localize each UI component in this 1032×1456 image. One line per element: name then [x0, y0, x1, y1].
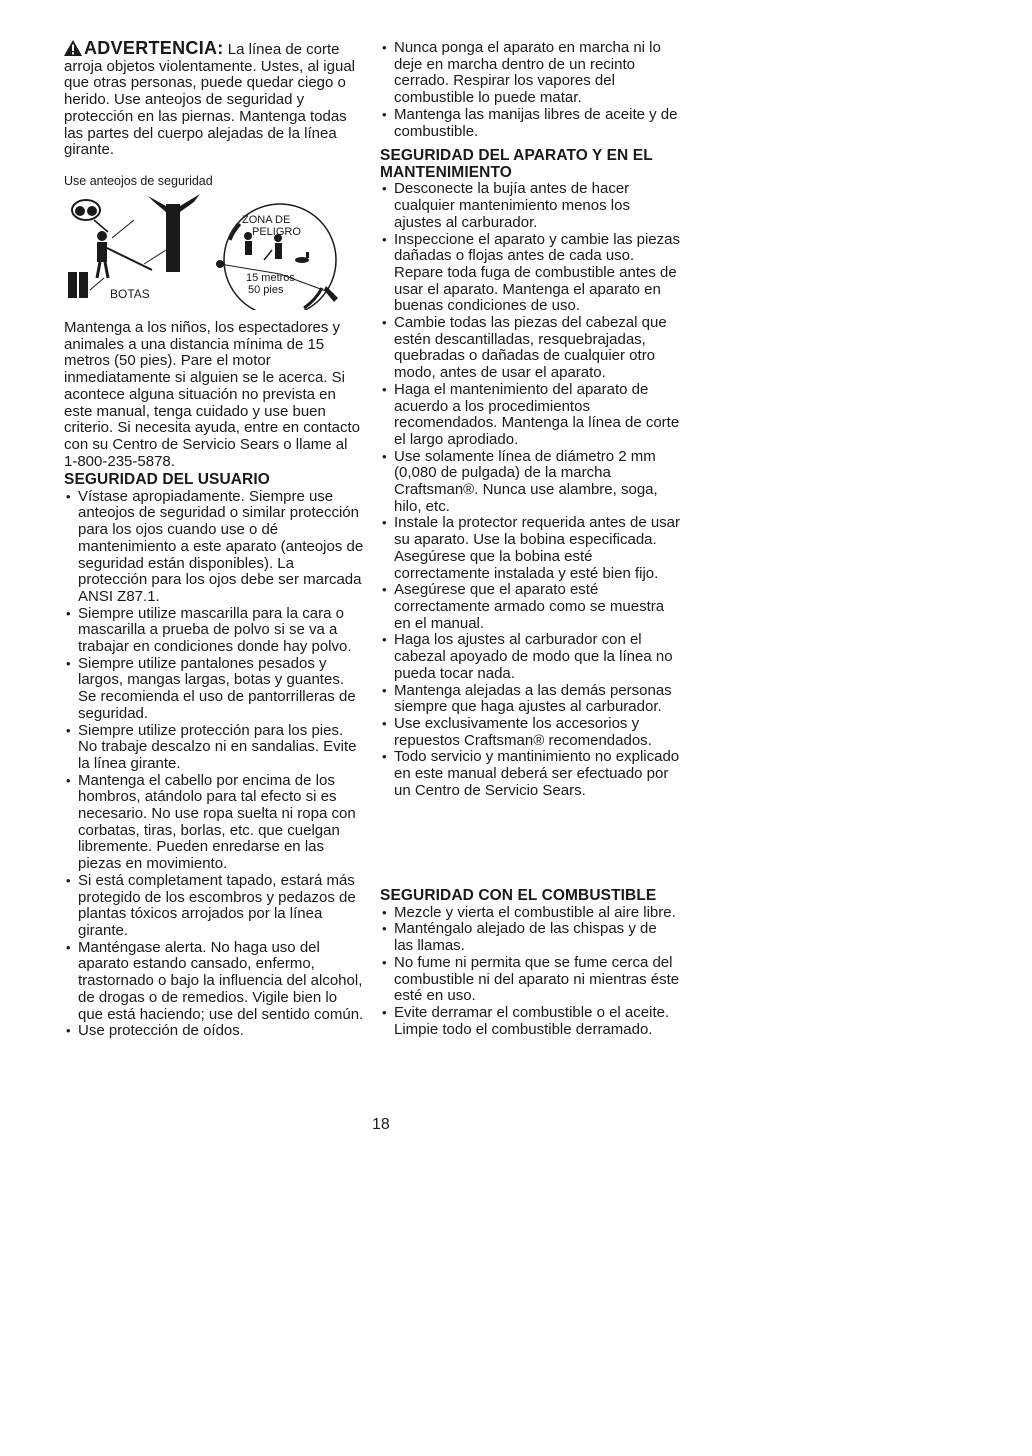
maintenance-section	[380, 148, 680, 799]
list-item: • Manténgase alerta. No haga uso del aparato estando cansado, enfermo, trastornado o bajo la influencia del alcohol, de drogas o de remedios. Vigile bien lo que está haciendo; use del sentido común.	[64, 940, 364, 1024]
list-item: • Use solamente línea de diámetro 2 mm (0,080 de pulgada) de la marcha Craftsman®. Nunca use alambre, soga, hilo, etc.	[380, 449, 680, 516]
distance-meters-label: 15 metros	[246, 272, 295, 284]
warning-block	[64, 40, 364, 159]
list-item: • No fume ni permita que se fume cerca del combustible ni del aparato ni mientras éste esté en uso.	[380, 955, 680, 1005]
warning-triangle-icon	[64, 40, 82, 56]
zone-label-line1: ZONA DE	[242, 214, 291, 226]
goggles-icon	[72, 200, 108, 232]
list-item: • Inspeccione el aparato y cambie las piezas dañadas o flojas antes de cada uso. Repare toda fuga de combustible antes de usar el aparato. Mantenga el aparato en buenas condiciones de uso.	[380, 232, 680, 316]
list-item: • Use exclusivamente los accesorios y repuestos Craftsman® recomendados.	[380, 716, 680, 749]
list-item: • Vístase apropiadamente. Siempre use anteojos de seguridad o similar protección para los ojos cuando use o dé mantenimiento a este aparato (anteojos de seguridad están disponibles). La protección para los ojos debe ser marcada ANSI Z87.1.	[64, 489, 364, 606]
fuel-list	[380, 905, 680, 1039]
fuel-section	[380, 888, 680, 1038]
user-safety-heading: SEGURIDAD DEL USUARIO	[64, 471, 270, 488]
diagram-caption: Use anteojos de seguridad	[64, 174, 213, 188]
list-item: • Haga los ajustes al carburador con el cabezal apoyado de modo que la línea no pueda tocar nada.	[380, 632, 680, 682]
list-item: • Mantenga las manijas libres de aceite y de combustible.	[380, 107, 680, 140]
danger-zone-illustration	[64, 190, 354, 310]
fuel-heading: SEGURIDAD CON EL COMBUSTIBLE	[380, 887, 657, 904]
list-item: • Haga el mantenimiento del aparato de acuerdo a los procedimientos recomendados. Mantenga la línea de corte el largo aprodiado.	[380, 382, 680, 449]
list-item: • Mantenga alejadas a las demás personas siempre que haga ajustes al carburador.	[380, 683, 680, 716]
list-item: • Si está completament tapado, estará más protegido de los escombros y pedazos de plantas tóxicos arrojados por la línea girante.	[64, 873, 364, 940]
list-item: • Evite derramar el combustible o el aceite. Limpie todo el combustible derramado.	[380, 1005, 680, 1038]
list-item: • Manténgalo alejado de las chispas y de las llamas.	[380, 921, 680, 954]
page-number: 18	[372, 1116, 390, 1133]
user-safety-section	[64, 472, 364, 1040]
distance-paragraph-block	[64, 320, 364, 470]
warning-lead: La línea de corte	[227, 41, 340, 58]
distance-feet-label: 50 pies	[248, 284, 284, 296]
list-item: • Siempre utilize protección para los pies. No trabaje descalzo ni en sandalias. Evite la línea girante.	[64, 723, 364, 773]
list-item: • Cambie todas las piezas del cabezal que estén descantilladas, resquebrajadas, quebradas o dañadas de cualquier otro modo, antes de usar el aparato.	[380, 315, 680, 382]
zone-label-line2: PELIGRO	[252, 226, 301, 238]
list-item: • Todo servicio y mantinimiento no explicado en este manual deberá ser efectuado por un Centro de Servicio Sears.	[380, 749, 680, 799]
warning-title: ADVERTENCIA:	[84, 38, 224, 58]
user-safety-list	[64, 489, 364, 1040]
list-item: • Asegúrese que el aparato esté correctamente armado como se muestra en el manual.	[380, 582, 680, 632]
list-item: • Nunca ponga el aparato en marcha ni lo deje en marcha dentro de un recinto cerrado. Respirar los vapores del combustible lo puede matar.	[380, 40, 680, 107]
list-item: • Siempre utilize pantalones pesados y largos, mangas largas, botas y guantes. Se recomienda el uso de pantorrilleras de seguridad.	[64, 656, 364, 723]
list-item: • Mezcle y vierta el combustible al aire libre.	[380, 905, 680, 922]
distance-paragraph: Mantenga a los niños, los espectadores y animales a una distancia mínima de 15 metros (50 pies). Pare el motor inmediatamente si alguien se le acerca. Si acontece alguna situación no prevista en este manual, tenga cuidado y use buen criterio. Si necesita ayuda, entre en contacto con su Centro de Servicio Sears o llame al 1-800-235-5878.	[64, 319, 361, 470]
list-item: • Siempre utilize mascarilla para la cara o mascarilla a prueba de polvo si se va a trabajar en condiciones donde hay polvo.	[64, 606, 364, 656]
right-intro-list	[380, 40, 680, 140]
list-item: • Mantenga el cabello por encima de los hombros, atándolo para tal efecto si es necesario. No use ropa suelta ni ropa con corbatas, tiras, borlas, etc. que cuelgan libremente. Pueden enredarse en las piezas en movimiento.	[64, 773, 364, 873]
list-item: • Use protección de oídos.	[64, 1023, 364, 1040]
tree-icon	[144, 194, 200, 272]
list-item: • Desconecte la bujía antes de hacer cualquier mantenimiento menos los ajustes al carburador.	[380, 181, 680, 231]
safety-diagram	[64, 174, 364, 314]
maintenance-list	[380, 181, 680, 799]
warning-body: arroja objetos violentamente. Ustes, al igual que otras personas, puede quedar ciego o herido. Use anteojos de seguridad y protección en las piernas. Mantenga todas las partes del cuerpo alejadas de la línea girante.	[64, 57, 355, 159]
maintenance-heading: SEGURIDAD DEL APARATO Y EN EL MANTENIMIENTO	[380, 147, 653, 181]
boots-label: BOTAS	[110, 287, 150, 301]
right-intro-block	[380, 40, 680, 140]
list-item: • Instale la protector requerida antes de usar su aparato. Use la bobina especificada. Asegúrese que la bobina esté correctamente instalada y esté bien fijo.	[380, 515, 680, 582]
